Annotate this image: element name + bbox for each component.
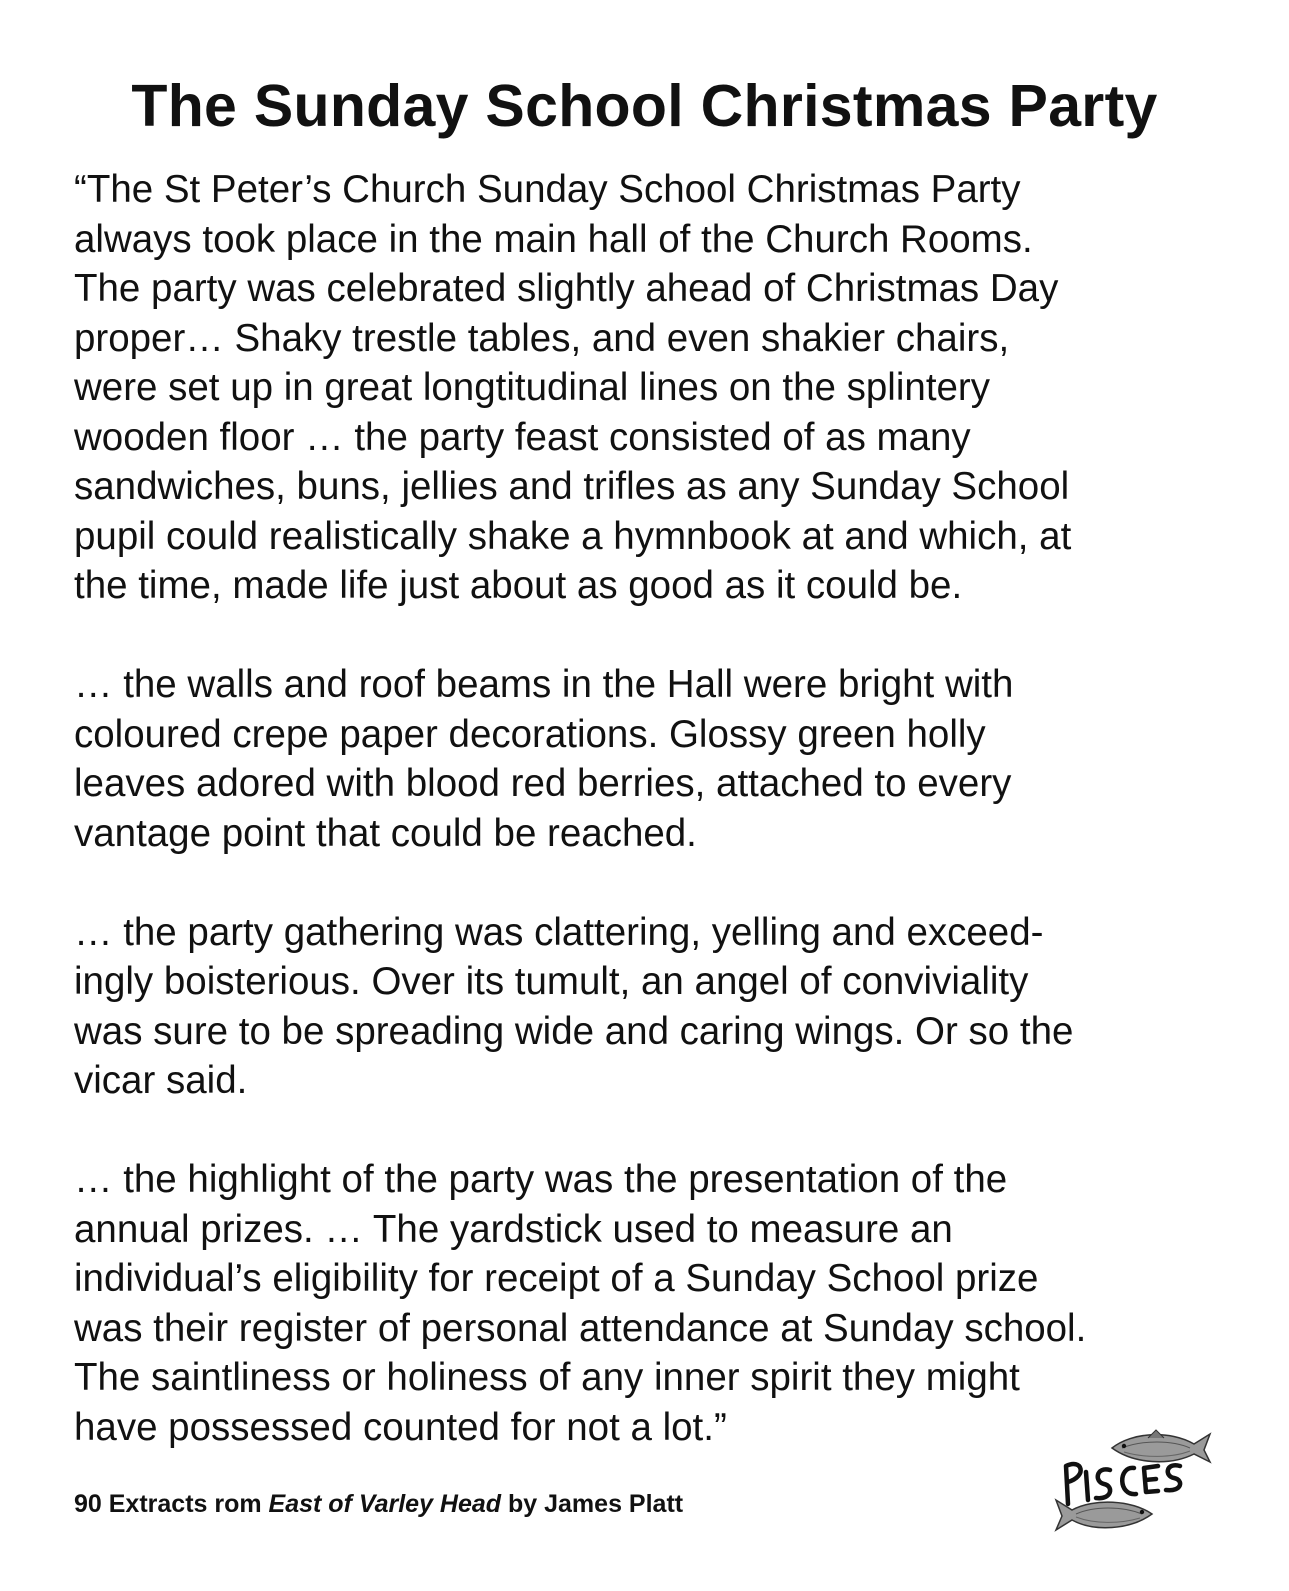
text-line: … the party gathering was clattering, yelling and exceed- <box>74 910 1044 954</box>
paragraph <box>74 660 1234 858</box>
logo-lettering <box>1066 1464 1180 1504</box>
text-line: … the highlight of the party was the presentation of the <box>74 1158 1008 1201</box>
top-fish-icon <box>1112 1430 1210 1462</box>
source-citation <box>74 1490 683 1519</box>
citation-suffix: by James Platt <box>501 1490 684 1518</box>
text-line: was sure to be spreading wide and caring wings. Or so the <box>74 1009 1074 1053</box>
paragraph <box>74 165 1234 611</box>
text-line: were set up in great longtitudinal lines on the splintery <box>74 366 990 409</box>
extract-body <box>74 165 1234 1502</box>
bottom-fish-icon <box>1056 1500 1152 1530</box>
text-line: coloured crepe paper decorations. Glossy green holly <box>74 712 986 756</box>
text-line: wooden floor … the party feast consisted of as many <box>74 415 971 459</box>
text-line: annual prizes. … The yardstick used to measure an <box>74 1207 953 1251</box>
text-line: vantage point that could be reached. <box>74 811 697 855</box>
text-line: leaves adored with blood red berries, attached to every <box>74 762 1012 805</box>
text-line: … the walls and roof beams in the Hall were bright with <box>74 663 1014 706</box>
text-line: The saintliness or holiness of any inner spirit they might <box>74 1356 1020 1399</box>
text-line: pupil could realistically shake a hymnbook at and which, at <box>74 514 1072 558</box>
text-line: proper… Shaky trestle tables, and even shakier chairs, <box>74 316 1010 360</box>
text-line: have possessed counted for not a lot.” <box>74 1405 727 1449</box>
text-line: ingly boisterious. Over its tumult, an angel of conviviality <box>74 960 1029 1003</box>
text-line: “The St Peter’s Church Sunday School Christmas Party <box>74 168 1021 211</box>
text-line: individual’s eligibility for receipt of a Sunday School prize <box>74 1257 1039 1300</box>
text-line: The party was celebrated slightly ahead of Christmas Day <box>74 267 1059 310</box>
text-line: sandwiches, buns, jellies and trifles as any Sunday School <box>74 465 1070 508</box>
text-line: the time, made life just about as good as it could be. <box>74 564 963 607</box>
text-line: was their register of personal attendance at Sunday school. <box>74 1306 1087 1350</box>
paragraph <box>74 908 1234 1106</box>
fish-logo-icon <box>1052 1426 1212 1536</box>
text-line: always took place in the main hall of the Church Rooms. <box>74 217 1033 261</box>
citation-prefix: 90 Extracts rom <box>74 1490 269 1518</box>
text-line: vicar said. <box>74 1059 248 1102</box>
book-title: East of Varley Head <box>268 1490 502 1518</box>
paragraph <box>74 1155 1234 1452</box>
page-title: The Sunday School Christmas Party <box>131 73 1158 139</box>
